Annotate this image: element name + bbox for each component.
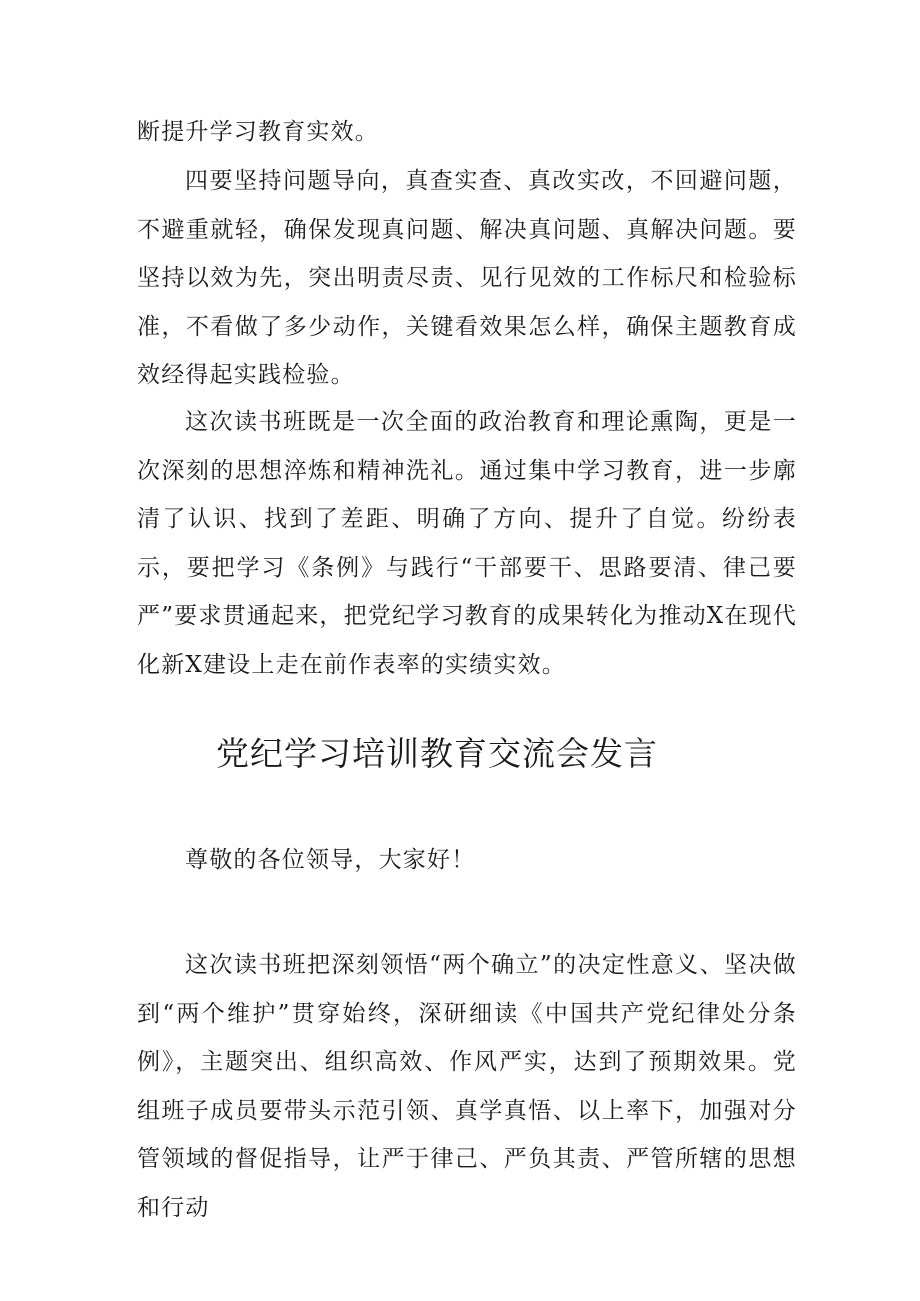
paragraph-opening: 这次读书班把深刻领悟“两个确立”的决定性意义、坚决做到“两个维护”贯穿始终，深研细读《中国共产党纪律处分条例》，主题突出、组织高效、作风严实，达到了预期效果。党组班子成员要带头示范引领、真学真悟、以上率下，加强对分管领域的督促指导，让严于律己、严负其责、严管所辖的思想和行动	[137, 952, 797, 1221]
document-title: 党纪学习培训教育交流会发言	[216, 734, 658, 773]
paragraph-summary: 这次读书班既是一次全面的政治教育和理论熏陶，更是一次深刻的思想淬炼和精神洗礼。通过集中学习教育，进一步廓清了认识、找到了差距、明确了方向、提升了自觉。纷纷表示，要把学习《条例》与践行“干部要干、思路要清、律己要严”要求贯通起来，把党纪学习教育的成果转化为推动X在现代化新X建设上走在前作表率的实绩实效。	[137, 409, 797, 678]
paragraph-requirement-four: 四要坚持问题导向，真查实查、真改实改，不回避问题，不避重就轻，确保发现真问题、解决真问题、真解决问题。要坚持以效为先，突出明责尽责、见行见效的工作标尺和检验标准，不看做了多少动作，关键看效果怎么样，确保主题教育成效经得起实践检验。	[137, 168, 797, 388]
greeting-line: 尊敬的各位领导，大家好！	[185, 847, 476, 873]
paragraph-continued: 断提升学习教育实效。	[137, 119, 379, 145]
